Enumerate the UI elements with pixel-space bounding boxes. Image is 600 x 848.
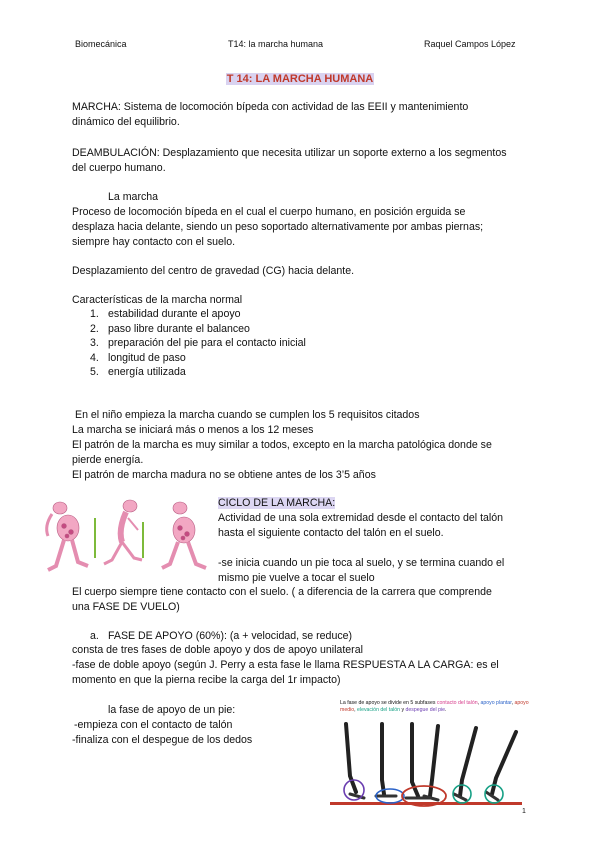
- header-right: Raquel Campos López: [424, 39, 516, 49]
- leg-midstance: [412, 724, 418, 796]
- panther-figure: [47, 502, 88, 570]
- fase-apoyo-heading-text: FASE DE APOYO (60%): (a + velocidad, se reduce): [108, 630, 353, 642]
- text-line: -finaliza con el despegue de los dedos: [72, 734, 253, 746]
- list-text: estabilidad durante el apoyo: [108, 308, 241, 320]
- nino-section: [72, 408, 492, 483]
- list-num: 4.: [90, 351, 99, 364]
- ciclo-section: [218, 496, 504, 586]
- leg-heel-rise: [430, 726, 438, 796]
- leg-flat-foot: [382, 724, 384, 794]
- text-line: mismo pie vuelve a tocar el suelo: [218, 572, 375, 584]
- text-line: En el niño empieza la marcha cuando se cumplen los 5 requisitos citados: [75, 409, 420, 421]
- list-item: [90, 351, 306, 366]
- cg-text: Desplazamiento del centro de gravedad (CG) hacia delante.: [72, 265, 355, 277]
- text-line: hasta el siguiente contacto del talón en el suelo.: [218, 527, 444, 539]
- ciclo-heading-text: CICLO DE LA MARCHA:: [218, 497, 336, 509]
- list-text: longitud de paso: [108, 351, 186, 364]
- pink-panther-walking-illustration: [38, 496, 216, 580]
- text-line: consta de tres fases de doble apoyo y dos de apoyo unilateral: [72, 644, 363, 656]
- text-line: dinámico del equilibrio.: [72, 116, 180, 128]
- caption-sep: y: [400, 707, 406, 713]
- text-line: Actividad de una sola extremidad desde el contacto del talón: [218, 512, 504, 524]
- caption-sep: ,: [511, 700, 515, 706]
- green-divider-bar: [142, 522, 144, 558]
- text-line: una FASE DE VUELO): [72, 601, 180, 613]
- list-num: 5.: [90, 366, 99, 379]
- caption-sep: ,: [354, 707, 358, 713]
- text-line: -se inicia cuando un pie toca al suelo, y se termina cuando el: [218, 557, 505, 569]
- caption-sep: ,: [477, 700, 481, 706]
- list-item: [90, 322, 306, 337]
- header-left: Biomecánica: [75, 39, 127, 49]
- list-text: energía utilizada: [108, 366, 186, 379]
- stance-phase-figure: [326, 718, 526, 808]
- text-line: momento en que la pierna recibe la carga del 1r impacto): [72, 674, 341, 686]
- fase-apoyo-body: [72, 643, 499, 688]
- caption-part: despegue del pie: [405, 707, 446, 713]
- text-line: El patrón de marcha madura no se obtiene antes de los 3’5 años: [72, 469, 376, 481]
- list-text: preparación del pie para el contacto inicial: [108, 337, 306, 350]
- fase-pie-heading: la fase de apoyo de un pie:: [108, 704, 236, 716]
- list-num: 1.: [90, 308, 99, 320]
- text-line: pierde energía.: [72, 454, 144, 466]
- green-divider-bar: [94, 518, 96, 558]
- text-line: siempre hay contacto con el suelo.: [72, 236, 236, 248]
- list-text: paso libre durante el balanceo: [108, 322, 250, 335]
- caption-part: contacto del talón: [436, 700, 478, 706]
- ciclo-continuation: [72, 585, 492, 615]
- caption-part: elevación del talón: [357, 707, 401, 713]
- ciclo-heading: [218, 496, 504, 511]
- figure-caption: [340, 700, 530, 714]
- caption-part: apoyo medio: [340, 700, 529, 713]
- fase-pie-section: [72, 703, 252, 748]
- la-marcha-section: [72, 190, 483, 250]
- text-line: del cuerpo humano.: [72, 162, 166, 174]
- deambulacion-definition: [72, 146, 507, 176]
- text-line: El patrón de la marcha es muy similar a todos, excepto en la marcha patológica donde se: [72, 439, 492, 451]
- caption-part: apoyo plantar: [480, 700, 512, 706]
- marcha-definition: [72, 100, 468, 130]
- panther-figure: [162, 502, 206, 568]
- list-item: [90, 365, 306, 380]
- text-line: La marcha se iniciará más o menos a los 12 meses: [72, 424, 314, 436]
- list-num: 3.: [90, 337, 99, 350]
- list-item: [90, 307, 306, 322]
- header-center: T14: la marcha humana: [228, 39, 324, 49]
- fase-apoyo-heading: [90, 629, 352, 644]
- caption-sep: .: [445, 707, 447, 713]
- page-title: [0, 73, 600, 85]
- text-line: -empieza con el contacto de talón: [74, 719, 233, 731]
- caracteristicas-list: [90, 307, 306, 380]
- text-line: MARCHA: Sistema de locomoción bípeda con actividad de las EEII y mantenimiento: [72, 101, 469, 113]
- fase-apoyo-label: a.: [90, 630, 99, 642]
- text-line: desplaza hacia delante, siendo un peso soportado alternativamente por ambas piernas;: [72, 221, 484, 233]
- la-marcha-heading: La marcha: [108, 191, 159, 203]
- list-num: 2.: [90, 322, 99, 335]
- text-line: -fase de doble apoyo (según J. Perry a esta fase le llama RESPUESTA A LA CARGA: es el: [72, 659, 499, 671]
- caracteristicas-heading: Características de la marcha normal: [72, 294, 243, 306]
- text-line: El cuerpo siempre tiene contacto con el suelo. ( a diferencia de la carrera que comprende: [72, 586, 492, 598]
- page-number: 1: [522, 808, 526, 815]
- text-line: DEAMBULACIÓN: Desplazamiento que necesita utilizar un soporte externo a los segmentos: [72, 147, 507, 159]
- list-item: [90, 336, 306, 351]
- page-title-text: T 14: LA MARCHA HUMANA: [226, 73, 374, 85]
- text-line: Proceso de locomoción bípeda en el cual el cuerpo humano, en posición erguida se: [72, 206, 466, 218]
- caption-part: La fase de apoyo se divide en 5 subfases: [340, 700, 436, 706]
- panther-figure: [104, 500, 142, 564]
